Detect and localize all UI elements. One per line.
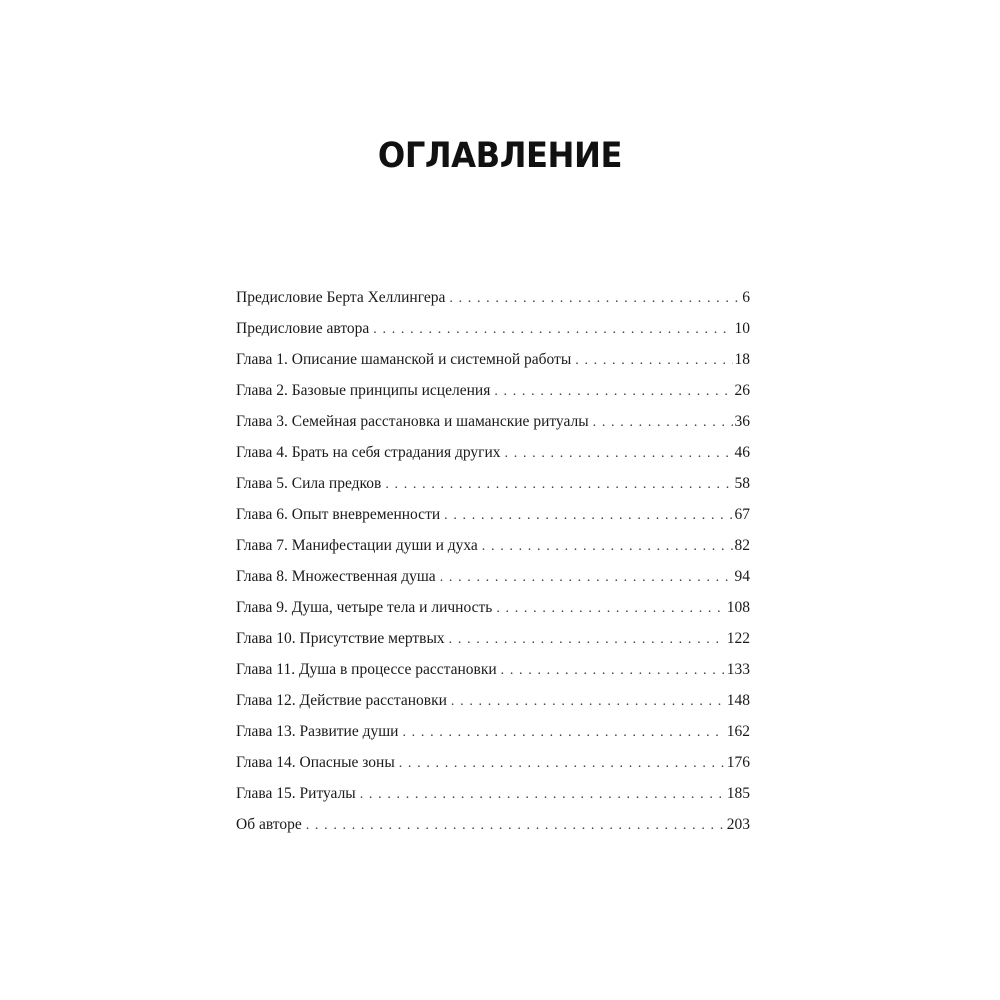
toc-entry — [236, 599, 750, 630]
toc-entry-label: Глава 10. Присутствие мертвых — [236, 630, 445, 647]
toc-entry — [236, 382, 750, 413]
toc-entry-label: Глава 12. Действие расстановки — [236, 692, 447, 709]
toc-leader-dots — [399, 756, 725, 772]
toc-leader-dots — [496, 601, 724, 617]
toc-entry-page-number: 122 — [726, 630, 750, 647]
toc-entry-page-number: 133 — [726, 661, 750, 678]
toc-entry-page-number: 18 — [734, 351, 750, 368]
toc-entry-page-number: 148 — [726, 692, 750, 709]
toc-entry-page-number: 162 — [726, 723, 750, 740]
toc-entry-page-number: 10 — [734, 320, 750, 337]
toc-leader-dots — [306, 818, 725, 834]
toc-entry — [236, 692, 750, 723]
toc-entry-label: Глава 8. Множественная душа — [236, 568, 436, 585]
toc-leader-dots — [385, 477, 732, 493]
toc-entry-label: Об авторе — [236, 816, 302, 833]
toc-entry — [236, 289, 750, 320]
toc-entry — [236, 320, 750, 351]
toc-entry — [236, 816, 750, 847]
toc-entry — [236, 754, 750, 785]
toc-entry-label: Глава 5. Сила предков — [236, 475, 382, 492]
toc-entry-page-number: 46 — [734, 444, 750, 461]
toc-entry — [236, 661, 750, 692]
toc-entry-page-number: 82 — [734, 537, 750, 554]
toc-entry-label: Глава 11. Душа в процессе расстановки — [236, 661, 497, 678]
toc-leader-dots — [482, 539, 733, 555]
toc-entry-label: Глава 1. Описание шаманской и системной работы — [236, 351, 572, 368]
toc-entry-page-number: 185 — [726, 785, 750, 802]
toc-leader-dots — [501, 663, 725, 679]
toc-leader-dots — [451, 694, 725, 710]
toc-leader-dots — [444, 508, 732, 524]
toc-entry — [236, 630, 750, 661]
toc-entry-label: Глава 4. Брать на себя страдания других — [236, 444, 501, 461]
toc-entry-page-number: 67 — [734, 506, 750, 523]
toc-entry-page-number: 108 — [726, 599, 750, 616]
toc-entry-page-number: 176 — [726, 754, 750, 771]
toc-entry-label: Глава 15. Ритуалы — [236, 785, 356, 802]
toc-entry — [236, 785, 750, 816]
toc-entry — [236, 351, 750, 382]
toc-leader-dots — [402, 725, 724, 741]
toc-entry-label: Глава 13. Развитие души — [236, 723, 399, 740]
toc-entry-label: Глава 2. Базовые принципы исцеления — [236, 382, 491, 399]
toc-leader-dots — [449, 632, 725, 648]
toc-entry-label: Глава 14. Опасные зоны — [236, 754, 395, 771]
toc-entry — [236, 475, 750, 506]
toc-entry — [236, 413, 750, 444]
toc-leader-dots — [373, 322, 732, 338]
toc-entry — [236, 444, 750, 475]
toc-entry-page-number: 26 — [734, 382, 750, 399]
toc-entry — [236, 506, 750, 537]
toc-entry-label: Глава 3. Семейная расстановка и шаманские ритуалы — [236, 413, 589, 430]
toc-leader-dots — [505, 446, 733, 462]
table-of-contents — [236, 289, 750, 847]
toc-entry-label: Предисловие автора — [236, 320, 370, 337]
toc-entry-label: Глава 9. Душа, четыре тела и личность — [236, 599, 493, 616]
toc-entry-page-number: 6 — [742, 289, 750, 306]
toc-leader-dots — [494, 384, 732, 400]
toc-entry-page-number: 58 — [734, 475, 750, 492]
toc-entry-label: Предисловие Берта Хеллингера — [236, 289, 446, 306]
toc-entry — [236, 568, 750, 599]
toc-leader-dots — [440, 570, 733, 586]
toc-entry-label: Глава 7. Манифестации души и духа — [236, 537, 478, 554]
toc-leader-dots — [593, 415, 733, 431]
toc-entry-page-number: 203 — [726, 816, 750, 833]
toc-leader-dots — [449, 291, 740, 307]
toc-entry — [236, 723, 750, 754]
toc-entry-page-number: 36 — [734, 413, 750, 430]
page-title: ОГЛАВЛЕНИЕ — [377, 136, 623, 176]
toc-leader-dots — [575, 353, 732, 369]
toc-entry — [236, 537, 750, 568]
toc-entry-page-number: 94 — [734, 568, 750, 585]
toc-leader-dots — [360, 787, 725, 803]
toc-entry-label: Глава 6. Опыт вневременности — [236, 506, 441, 523]
